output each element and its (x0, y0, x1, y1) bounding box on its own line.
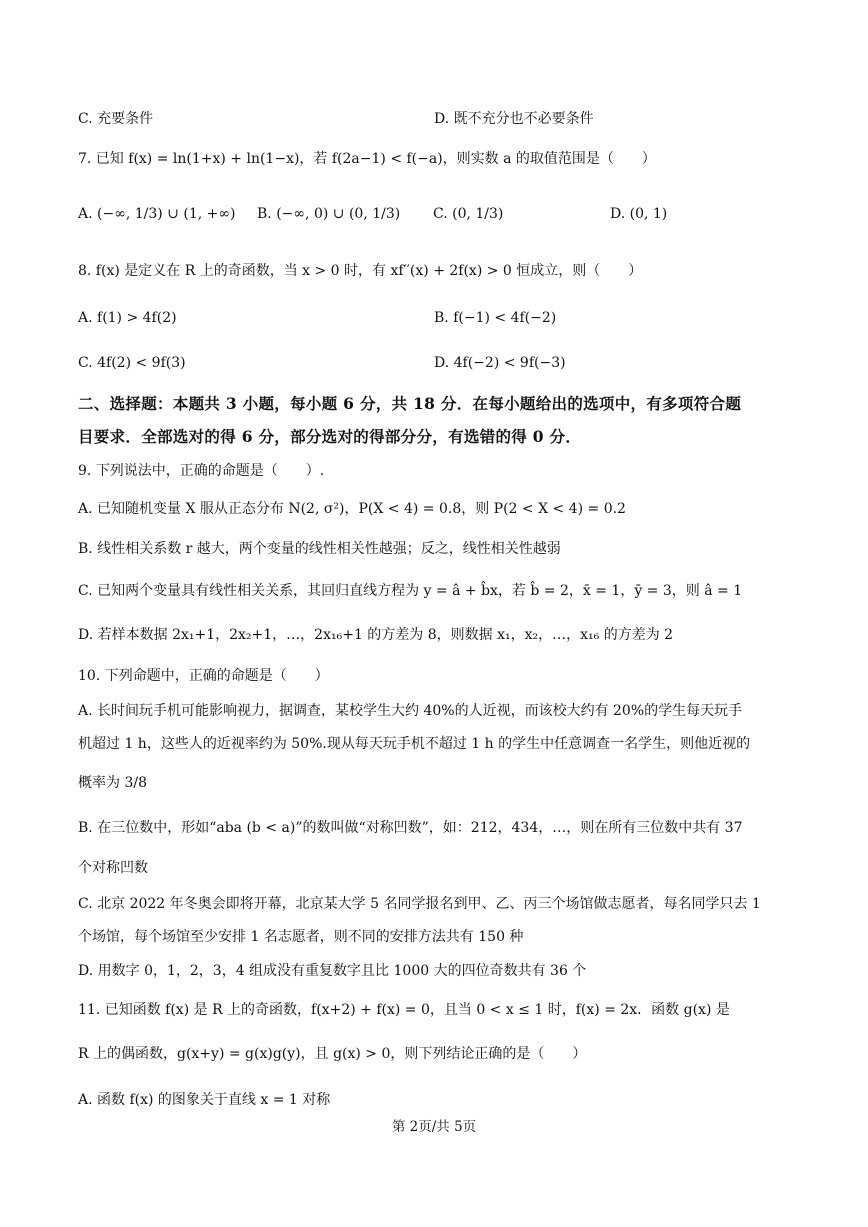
q10-stem: 10. 下列命题中，正确的命题是（ ） (78, 668, 329, 684)
q7-option-a: A. (−∞, 1/3) ∪ (1, +∞) (78, 206, 236, 222)
q7-option-b: B. (−∞, 0) ∪ (0, 1/3) (257, 206, 401, 222)
q8-option-c: C. 4f(2) < 9f(3) (78, 355, 186, 371)
q10-option-b-line2: 个对称凹数 (78, 860, 148, 876)
q8-option-d: D. 4f(−2) < 9f(−3) (434, 355, 566, 371)
q10-option-d: D. 用数字 0，1，2，3，4 组成没有重复数字且比 1000 大的四位奇数共有 36 个 (78, 963, 587, 979)
q10-option-c-line2: 个场馆，每个场馆至少安排 1 名志愿者，则不同的安排方法共有 150 种 (78, 929, 524, 945)
q6-option-d: D. 既不充分也不必要条件 (434, 111, 594, 127)
q9-option-b: B. 线性相关系数 r 越大，两个变量的线性相关性越强；反之，线性相关性越弱 (78, 541, 561, 557)
section-heading-line2: 目要求．全部选对的得 6 分，部分选对的得部分分，有选错的得 0 分． (78, 427, 582, 446)
q8-option-a: A. f(1) > 4f(2) (78, 310, 177, 326)
q11-stem-line1: 11. 已知函数 f(x) 是 R 上的奇函数，f(x+2) + f(x) = 0，且当 0 < x ≤ 1 时，f(x) = 2x．函数 g(x) 是 (78, 1002, 730, 1018)
page-footer: 第 2页/共 5页 (391, 1119, 477, 1135)
q9-option-a: A. 已知随机变量 X 服从正态分布 N(2, σ²)，P(X < 4) = 0.8，则 P(2 < X < 4) = 0.2 (78, 501, 626, 517)
q10-option-b-line1: B. 在三位数中，形如“aba (b < a)”的数叫做“对称凹数”，如：212，434，…，则在所有三位数中共有 37 (78, 820, 743, 836)
q11-option-a: A. 函数 f(x) 的图象关于直线 x = 1 对称 (78, 1092, 331, 1108)
q9-option-c: C. 已知两个变量具有线性相关关系，其回归直线方程为 y = â + b̂x，若 b̂ = 2，x̄ = 1，ȳ = 3，则 â = 1 (78, 583, 743, 599)
q8-stem: 8. f(x) 是定义在 R 上的奇函数，当 x > 0 时，有 xf′′(x) + 2f(x) > 0 恒成立，则（ ） (78, 263, 643, 279)
q7-option-d: D. (0, 1) (610, 206, 668, 222)
q7-option-c: C. (0, 1/3) (433, 206, 504, 222)
q10-option-a-line3: 概率为 3/8 (78, 775, 147, 791)
q9-stem: 9. 下列说法中，正确的命题是（ ）. (78, 463, 325, 479)
q10-option-c-line1: C. 北京 2022 年冬奥会即将开幕，北京某大学 5 名同学报名到甲、乙、丙三个场馆做志愿者，每名同学只去 1 (78, 896, 761, 912)
q10-option-a-line1: A. 长时间玩手机可能影响视力，据调查，某校学生大约 40%的人近视，而该校大约有 20%的学生每天玩手 (78, 703, 743, 719)
section-heading-line1: 二、选择题：本题共 3 小题，每小题 6 分，共 18 分．在每小题给出的选项中，有多项符合题 (78, 394, 742, 413)
q8-option-b: B. f(−1) < 4f(−2) (434, 310, 557, 326)
q11-stem-line2: R 上的偶函数，g(x+y) = g(x)g(y)，且 g(x) > 0，则下列结论正确的是（ ） (78, 1046, 587, 1062)
q7-stem: 7. 已知 f(x) = ln(1+x) + ln(1−x)，若 f(2a−1) < f(−a)，则实数 a 的取值范围是（ ） (78, 151, 656, 167)
q9-option-d: D. 若样本数据 2x₁+1，2x₂+1，…，2x₁₆+1 的方差为 8，则数据 x₁，x₂，…，x₁₆ 的方差为 2 (78, 627, 674, 643)
q10-option-a-line2: 机超过 1 h，这些人的近视率约为 50%.现从每天玩手机不超过 1 h 的学生中任意调查一名学生，则他近视的 (78, 736, 751, 752)
q6-option-c: C. 充要条件 (78, 111, 154, 127)
